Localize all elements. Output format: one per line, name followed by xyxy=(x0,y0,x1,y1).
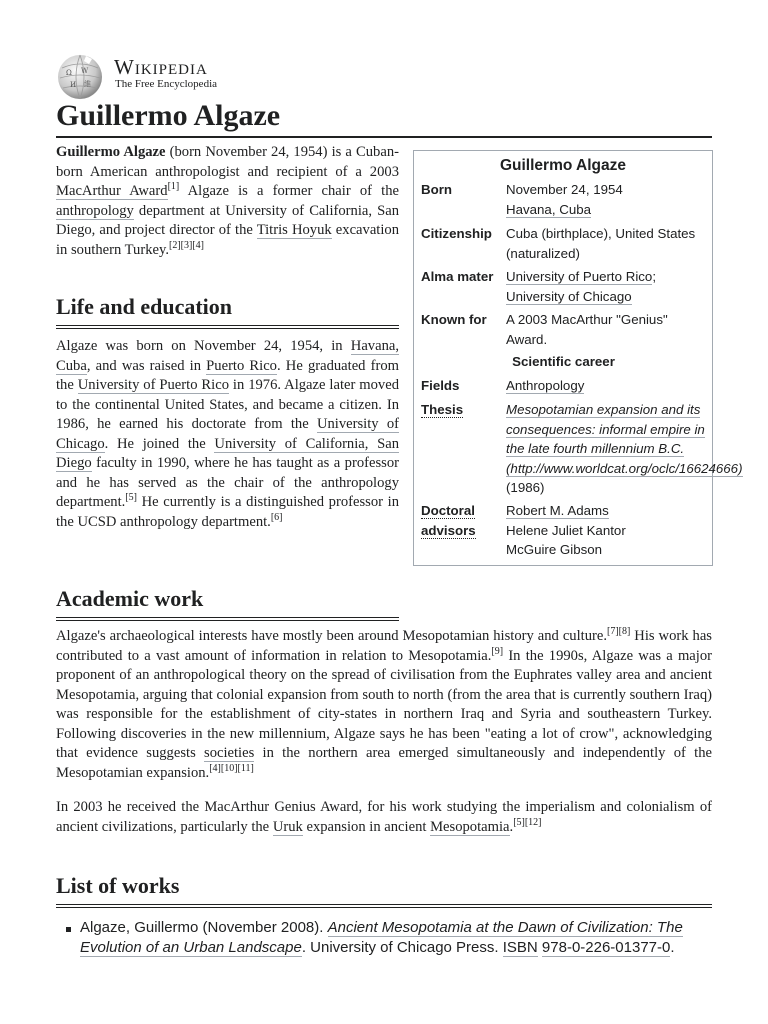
link-thesis-label[interactable]: Thesis xyxy=(421,402,464,417)
life-text: , and was raised in xyxy=(86,357,207,374)
link-university-of-chicago-body[interactable]: University of Chicago xyxy=(56,416,399,452)
intro-text: (born November 24, 1954) is a Cuban-born American anthropologist and recipient of a 2003 xyxy=(56,144,399,180)
work-end: . xyxy=(670,939,675,956)
infobox-label-alma-mater: Alma mater xyxy=(421,269,494,284)
list-item xyxy=(56,918,712,958)
born-date: November 24, 1954 xyxy=(506,182,623,197)
link-thesis-title[interactable]: Mesopotamian expansion and its consequences: informal empire in the late fourth millennium B.C. (http://www.worldcat.org/oclc/16624666) xyxy=(506,402,743,476)
infobox-value-alma-mater xyxy=(506,267,706,306)
life-text: He currently is a distinguished professor in the UCSD anthropology department. xyxy=(56,494,399,530)
infobox-label-fields: Fields xyxy=(421,378,460,393)
infobox-label-known-for: Known for xyxy=(421,312,487,327)
infobox-label-citizenship: Citizenship xyxy=(421,226,492,241)
academic-paragraph-2 xyxy=(56,798,712,837)
article-subject: Guillermo Algaze xyxy=(56,144,166,160)
link-university-of-chicago[interactable]: University of Chicago xyxy=(506,288,632,304)
section-heading-list-of-works: List of works xyxy=(56,872,712,908)
academic-text: expansion in ancient xyxy=(302,818,431,835)
academic-paragraph-1 xyxy=(56,627,712,783)
academic-text: in the northern area emerged simultaneously and independently of the Mesopotamian expansion. xyxy=(56,745,712,781)
infobox xyxy=(413,150,743,566)
link-robert-m-adams[interactable]: Robert M. Adams xyxy=(506,503,609,518)
intro-text: excavation in southern Turkey. xyxy=(56,222,399,258)
link-doctoral-advisors-label[interactable]: Doctoral advisors xyxy=(421,503,476,538)
life-text: in 1976. Algaze later moved to the continental United States, and became a citizen. In 1986, he earned his doctorate from the xyxy=(56,377,399,432)
infobox-value-known-for: A 2003 MacArthur "Genius" Award. xyxy=(506,312,668,347)
intro-text: Algaze is a former chair of the xyxy=(179,183,399,199)
section-heading-life-and-education: Life and education xyxy=(56,293,399,329)
section-heading-academic-work: Academic work xyxy=(56,585,399,621)
link-societies[interactable]: societies xyxy=(204,745,255,761)
work-author: Algaze, Guillermo (November 2008). xyxy=(80,919,328,936)
link-uruk[interactable]: Uruk xyxy=(272,818,303,835)
globe-icon xyxy=(56,54,104,100)
link-isbn[interactable]: ISBN xyxy=(502,939,538,956)
link-puerto-rico[interactable]: Puerto Rico xyxy=(206,357,277,374)
works-list xyxy=(56,918,712,958)
infobox-label-born: Born xyxy=(421,182,453,197)
link-university-of-puerto-rico-body[interactable]: University of Puerto Rico xyxy=(77,377,229,393)
link-university-of-puerto-rico[interactable]: University of Puerto Rico xyxy=(506,269,653,284)
svg-text:Ω: Ω xyxy=(66,69,72,77)
link-uc-san-diego[interactable]: University of California, San Diego xyxy=(56,435,399,471)
infobox-subheader-scientific-career: Scientific career xyxy=(512,354,615,369)
link-isbn-number[interactable]: 978-0-226-01377-0 xyxy=(541,939,671,956)
infobox-title: Guillermo Algaze xyxy=(499,157,627,174)
link-havana-cuba-body[interactable]: Havana, Cuba xyxy=(56,338,399,374)
academic-text: His work has contributed to a vast amount of information in relation to Mesopotamia. xyxy=(56,628,712,664)
infobox-value-thesis xyxy=(506,400,743,498)
alma-separator: ; xyxy=(652,269,657,284)
svg-text:W: W xyxy=(81,67,89,75)
citation-1[interactable]: [1] xyxy=(167,181,180,193)
intro-text: department at University of California, San Diego, and project director of the xyxy=(56,202,399,238)
link-havana-cuba[interactable]: Havana, Cuba xyxy=(506,201,592,217)
citation-6[interactable]: [6] xyxy=(270,511,283,523)
citation-9[interactable]: [9] xyxy=(491,645,504,657)
site-name: Wikipedia xyxy=(114,55,208,79)
academic-text: Algaze's archaeological interests have mostly been around Mesopotamian history and culture. xyxy=(56,628,607,644)
wikipedia-wordmark[interactable] xyxy=(114,56,217,90)
wikipedia-globe-logo[interactable] xyxy=(56,54,104,100)
advisor-mcguire-gibson: McGuire Gibson xyxy=(506,542,603,557)
link-anthropology-field[interactable]: Anthropology xyxy=(506,378,585,393)
life-paragraph xyxy=(56,337,399,532)
thesis-year: (1986) xyxy=(506,480,545,495)
citation-4-10-11[interactable]: [4][10][11] xyxy=(209,762,254,774)
advisor-helene-kantor: Helene Juliet Kantor xyxy=(506,522,626,538)
link-titris-hoyuk[interactable]: Titris Hoyuk xyxy=(256,222,332,238)
life-text: Algaze was born on November 24, 1954, in xyxy=(56,338,351,354)
link-anthropology[interactable]: anthropology xyxy=(56,202,134,219)
life-text: . He joined the xyxy=(104,435,215,452)
infobox-value-citizenship: Cuba (birthplace), United States (naturalized) xyxy=(506,226,696,261)
academic-text: In 2003 he received the MacArthur Genius Award, for his work studying the imperialism and colonialism of ancient civilizations, particularly the xyxy=(56,799,712,835)
academic-text: In the 1990s, Algaze was a major proponent of an anthropological theory on the spread of civilisation from the Euphrates valley area and ancient Mesopotamia, arguing that colonial expansion from south to north (from the area that is currently southern Iraq) was responsible for the establishment of city-states in northern Iraq and Syria and southeastern Turkey. Following discoveries in the new millennium, Algaze says he has been "eating a lot of crow", acknowledging that evidence suggests xyxy=(56,647,712,761)
link-macarthur-award[interactable]: MacArthur Award xyxy=(56,183,168,199)
site-tagline: The Free Encyclopedia xyxy=(115,78,218,90)
citation-5[interactable]: [5] xyxy=(125,492,137,504)
life-text: . He graduated from the xyxy=(56,357,399,393)
link-mesopotamia[interactable]: Mesopotamia xyxy=(430,818,510,835)
citation-2-3-4[interactable]: [2][3][4] xyxy=(168,239,204,251)
intro-paragraph xyxy=(56,143,399,260)
page-title: Guillermo Algaze xyxy=(56,96,712,138)
work-publisher: . University of Chicago Press. xyxy=(301,939,503,956)
citation-7-8[interactable]: [7][8] xyxy=(607,626,631,638)
academic-text: . xyxy=(509,818,514,835)
life-text: faculty in 1990, where he has taught as a professor and he has served as the chair of the anthropology department. xyxy=(56,455,399,510)
citation-5-12[interactable]: [5][12] xyxy=(513,816,542,828)
infobox-value-born xyxy=(506,180,706,219)
infobox-value-advisors xyxy=(506,501,706,560)
link-work-title[interactable]: Ancient Mesopotamia at the Dawn of Civilization: The Evolution of an Urban Landscape xyxy=(80,919,683,956)
svg-text:維: 維 xyxy=(84,80,91,88)
svg-text:И: И xyxy=(70,81,77,89)
